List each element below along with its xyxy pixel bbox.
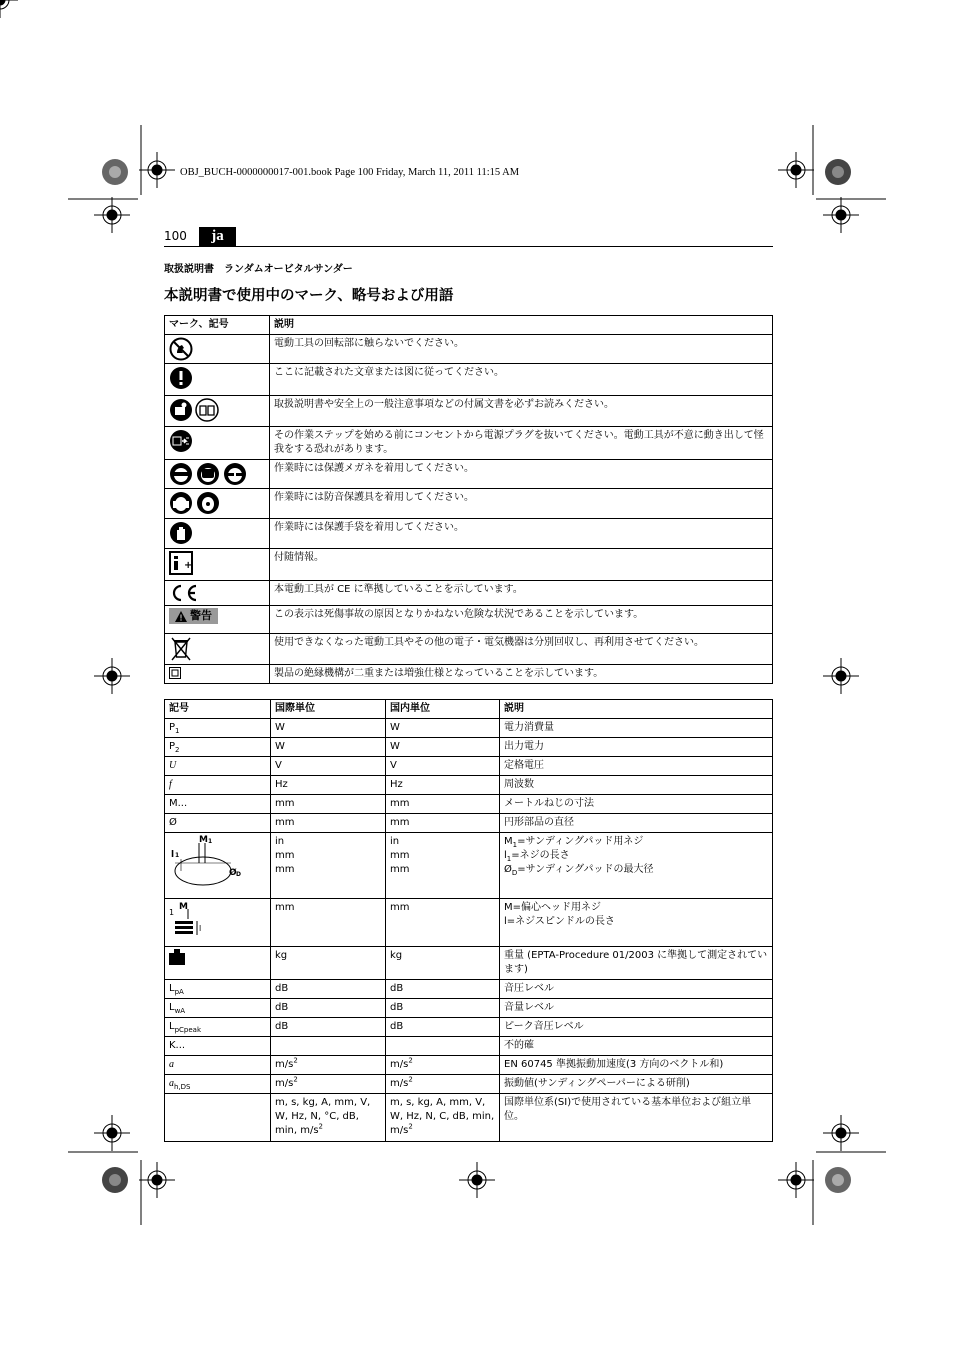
col-header-desc: 説明 [270, 316, 773, 335]
table-row: 電動工具の回転部に触らないでください。 [165, 335, 773, 364]
table-row: K... 不的確 [165, 1037, 773, 1056]
table-row: $P_1$ W W 電力消費量 [165, 719, 773, 738]
table-row: + 付随情報。 [165, 549, 773, 581]
svg-text:Ø: Ø [229, 868, 237, 878]
table-row: $P_2$ W W 出力電力 [165, 738, 773, 757]
table-row: M... mm mm メートルねじの寸法 [165, 795, 773, 814]
svg-text:1: 1 [208, 838, 213, 845]
col-header-si-unit: 国際単位 [271, 700, 386, 719]
table-row: a $m/s^2$ $m/s^2$ EN 60745 準拠振動加速度(3 方向のベクトル和) [165, 1056, 773, 1075]
caution-exclamation-icon [169, 366, 193, 390]
table-row: 取扱説明書や安全上の一般注意事項などの付属文書を必ずお読みください。 [165, 396, 773, 427]
table-row: 製品の絶縁機構が二重または増強仕様となっていることを示しています。 [165, 665, 773, 684]
language-badge: ja [199, 227, 236, 246]
col-header-mark: マーク、記号 [165, 316, 270, 335]
warning-badge-icon: 警告 [169, 608, 218, 624]
col-header-symbol: 記号 [165, 700, 271, 719]
table-row: 使用できなくなった電動工具やその他の電子・電気機器は分別回収し、再利用させてください。 [165, 634, 773, 665]
book-info: OBJ_BUCH-0000000017-001.book Page 100 Friday, March 11, 2011 11:15 AM [180, 167, 520, 178]
double-insulation-icon [169, 667, 181, 679]
svg-text:1: 1 [169, 908, 175, 917]
table-row: f Hz Hz 周波数 [165, 776, 773, 795]
ear-protection-icon [169, 491, 265, 515]
table-row: m, s, kg, A, mm, V, W, Hz, N, °C, dB, min, $m/s^2$ m, s, kg, A, mm, V, W, Hz, N, C, dB, min, $m/s^2$ 国際単位系(SI)で使用されている基本単位および組立単位。 [165, 1094, 773, 1142]
no-touch-rotating-icon [169, 337, 193, 361]
table-row: kg kg 重量 (EPTA-Procedure 01/2003 に準拠して測定されています) [165, 947, 773, 980]
thread-spindle-diagram-icon [169, 901, 209, 939]
table-row: $L_{wA}$ dB dB 音量レベル [165, 999, 773, 1018]
table-row: U V V 定格電圧 [165, 757, 773, 776]
table-row: 作業時には防音保護具を着用してください。 [165, 489, 773, 519]
weight-icon [169, 949, 185, 965]
table-row: M 1 l 1 Ø D in mm mm in mm mm $M_1=$サンディングパッド用ネジ $l_1=$ネジの長さ $Ø_D=$サンディングパッドの最大径 [165, 833, 773, 899]
weee-bin-icon [169, 636, 193, 662]
read-manual-icon [169, 398, 219, 422]
col-header-jp-unit: 国内単位 [386, 700, 500, 719]
svg-text:M: M [199, 835, 208, 845]
table-row: $L_{pA}$ dB dB 音圧レベル [165, 980, 773, 999]
table-row: 本電動工具が CE に準拠していることを示しています。 [165, 581, 773, 606]
ce-mark-icon [169, 583, 199, 603]
table-row: $L_{pCpeak}$ dB dB ピーク音圧レベル [165, 1018, 773, 1037]
svg-text:M: M [179, 902, 188, 912]
units-table [164, 699, 773, 1142]
manual-title: 取扱説明書 ランダムオービタルサンダー [164, 264, 353, 275]
svg-text:l: l [199, 924, 202, 933]
svg-text:l: l [171, 850, 175, 860]
eye-protection-icon [169, 462, 265, 486]
table-row: 警告 この表示は死傷事故の原因となりかねない危険な状況であることを示しています。 [165, 606, 773, 634]
table-row: 1 M l mm mm M=偏心ヘッド用ネジ l=ネジスピンドルの長さ [165, 899, 773, 947]
table-row: 作業時には保護手袋を着用してください。 [165, 519, 773, 549]
section-title: 本説明書で使用中のマーク、略号および用語 [164, 288, 454, 304]
svg-text:D: D [236, 871, 241, 878]
info-icon [169, 551, 193, 575]
sanding-pad-diagram-icon [169, 835, 249, 891]
table-row: $a_{h,DS}$ $m/s^2$ $m/s^2$ 振動値(サンディングペーパーによる研削) [165, 1075, 773, 1094]
unplug-icon [169, 429, 193, 453]
table-row: ここに記載された文章または図に従ってください。 [165, 364, 773, 396]
table-row: その作業ステップを始める前にコンセントから電源プラグを抜いてください。電動工具が不意に動き出して怪我をする恐れがあります。 [165, 427, 773, 460]
svg-text:1: 1 [175, 852, 180, 859]
gloves-icon [169, 521, 193, 545]
table-row: 作業時には保護メガネを着用してください。 [165, 460, 773, 489]
page-number: 100 [164, 229, 187, 243]
table-row: Ø mm mm 円形部品の直径 [165, 814, 773, 833]
header-rule [164, 246, 773, 247]
col-header-desc: 説明 [500, 700, 773, 719]
svg-text:+: + [184, 560, 193, 571]
symbols-table [164, 315, 773, 684]
